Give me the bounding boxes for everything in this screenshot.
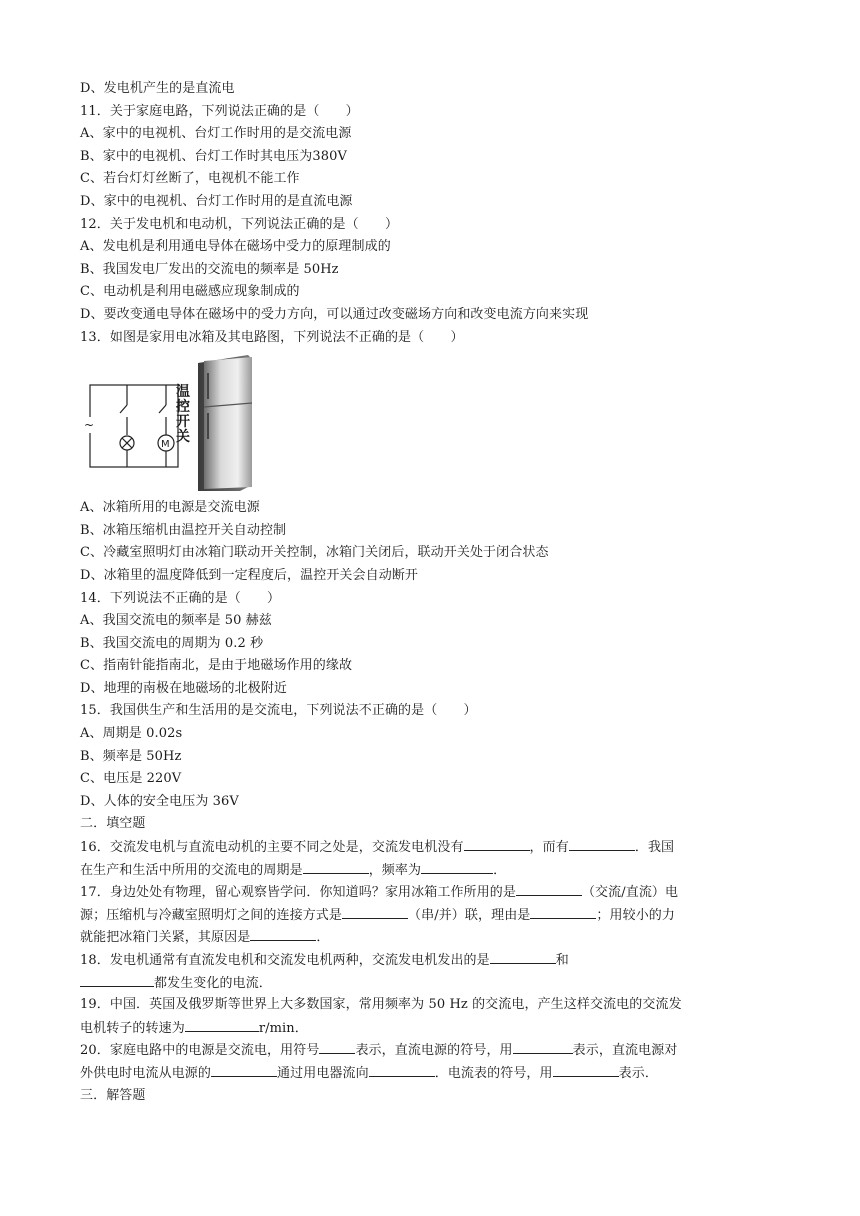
text-fragment: 源；压缩机与冷藏室照明灯之间的连接方式是 [80,907,343,923]
text-fragment: （交流/直流）电 [581,885,679,901]
section-heading-fill-blank: 二．填空题 [80,816,146,832]
option-line: C、冷藏室照明灯由冰箱门联动开关控制，冰箱门关闭后，联动开关处于闭合状态 [80,545,549,561]
text-fragment: 外供电时电流从电源的 [80,1065,212,1081]
text-fragment: ，而有 [529,840,569,856]
answer-blank[interactable] [516,881,582,896]
text-fragment: r/min． [258,1020,308,1036]
option-line: B、频率是 50Hz [80,748,182,764]
question-14: 14．下列说法不正确的是（ ） [80,590,281,606]
answer-blank[interactable] [490,949,556,964]
question-12: 12．关于发电机和电动机，下列说法正确的是（ ） [80,216,399,232]
option-line: D、人体的安全电压为 36V [80,793,239,809]
answer-blank[interactable] [342,904,408,919]
option-line: C、电动机是利用电磁感应现象制成的 [80,284,300,300]
question-17 [80,881,800,949]
text-fragment: 就能把冰箱门关紧，其原因是 [80,930,251,946]
text-fragment: ． [316,930,330,946]
question-20 [80,1039,800,1084]
answer-blank[interactable] [530,904,596,919]
question-11: 11．关于家庭电路，下列说法正确的是（ ） [80,103,359,119]
motor-symbol: M [161,439,170,451]
text-fragment: ．我国 [634,840,675,856]
text-fragment: ． [493,862,507,878]
text-line: D、发电机产生的是直流电 [80,81,235,96]
question-18 [80,949,800,994]
option-line: D、地理的南极在地磁场的北极附近 [80,680,288,696]
answer-blank[interactable] [464,836,530,851]
text-fragment: 和 [555,953,569,968]
answer-blank[interactable] [319,1039,355,1054]
option-line: B、冰箱压缩机由温控开关自动控制 [80,522,287,538]
text-fragment: 通过用电器流向 [277,1065,369,1081]
option-line: D、冰箱里的温度降低到一定程度后，温控开关会自动断开 [80,567,419,583]
option-line: A、我国交流电的频率是 50 赫兹 [80,613,272,629]
option-line: D、要改变通电导体在磁场中的受力方向，可以通过改变磁场方向和改变电流方向来实现 [80,306,589,322]
answer-blank[interactable] [553,1062,619,1077]
answer-blank[interactable] [513,1039,573,1054]
question-16 [80,836,800,881]
option-line: B、家中的电视机、台灯工作时其电压为380V [80,148,347,164]
option-line: D、家中的电视机、台灯工作时用的是直流电源 [80,193,353,209]
text-fragment: 表示． [618,1065,658,1081]
question-block-mid [80,497,800,836]
option-line: C、指南针能指南北，是由于地磁场作用的缘故 [80,658,353,674]
text-fragment: 在生产和生活中所用的交流电的周期是 [80,862,303,878]
answer-blank[interactable] [421,859,493,874]
option-line: B、我国交流电的周期为 0.2 秒 [80,635,264,651]
text-fragment: ；用较小的力 [596,907,676,923]
svg-text:~: ~ [84,418,95,433]
option-line: A、冰箱所用的电源是交流电源 [80,500,260,516]
text-fragment: ，频率为 [368,862,422,878]
answer-blank[interactable] [185,1017,259,1032]
text-fragment: 表示，直流电源对 [572,1043,678,1059]
answer-blank[interactable] [250,926,316,941]
question-13: 13．如图是家用电冰箱及其电路图，下列说法不正确的是（ ） [80,329,464,345]
text-fragment: ．电流表的符号，用 [434,1065,553,1081]
option-line: A、周期是 0.02s [80,726,183,742]
text-fragment: 18．发电机通常有直流发电机和交流发电机两种，交流发电机发出的是 [80,953,490,968]
text-fragment: 电机转子的转速为 [80,1020,185,1036]
document-page [80,78,800,1107]
text-fragment: 表示，直流电源的符号，用 [355,1043,513,1059]
answer-blank[interactable] [303,859,369,874]
text-fragment: 都发生变化的电流． [154,975,272,991]
option-line: C、若台灯灯丝断了，电视机不能工作 [80,171,300,187]
answer-blank[interactable] [369,1062,435,1077]
text-fragment: 17．身边处处有物理，留心观察皆学问．你知道吗？家用冰箱工作所用的是 [80,885,516,901]
option-line: B、我国发电厂发出的交流电的频率是 50Hz [80,261,339,277]
option-line: C、电压是 220V [80,771,182,787]
option-line: A、家中的电视机、台灯工作时用的是交流电源 [80,126,352,142]
text-fragment: （串/并）联，理由是 [408,907,531,923]
option-line: A、发电机是利用通电导体在磁场中受力的原理制成的 [80,239,391,255]
fridge-label: 温控开关 [176,384,190,446]
section-heading-answer: 三．解答题 [80,1087,146,1103]
text-fragment: 19．中国．英国及俄罗斯等世界上大多数国家，常用频率为 50 Hz 的交流电，产生这样交流电的交流发 [80,997,682,1013]
answer-blank[interactable] [80,972,154,987]
text-fragment: 16．交流发电机与直流电动机的主要不同之处是，交流发电机没有 [80,840,464,856]
answer-blank[interactable] [211,1062,277,1077]
answer-blank[interactable] [569,836,635,851]
question-15: 15．我国供生产和生活用的是交流电，下列说法不正确的是（ ） [80,703,477,719]
question-block-top [80,78,800,349]
text-fragment: 20．家庭电路中的电源是交流电，用符号 [80,1043,320,1059]
question-19 [80,994,800,1039]
fridge-circuit-figure [80,355,800,493]
